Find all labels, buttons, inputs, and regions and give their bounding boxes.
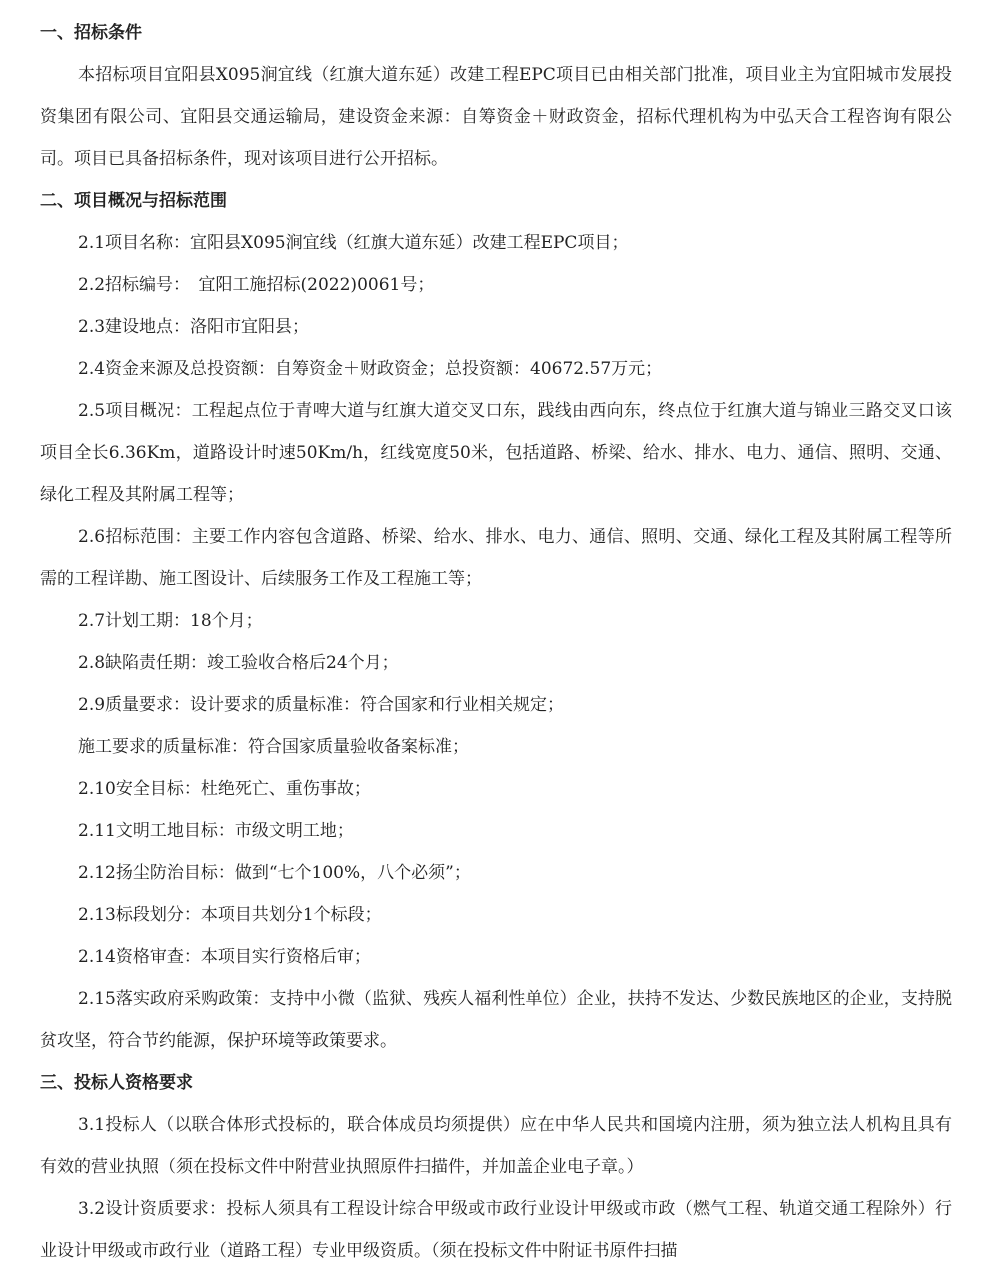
item-3-1: 3.1投标人（以联合体形式投标的，联合体成员均须提供）应在中华人民共和国境内注册，须为独立法人机构且具有有效的营业执照（须在投标文件中附营业执照原件扫描件，并加盖企业电子章。） xyxy=(40,1115,952,1177)
item-2-9: 2.9质量要求：设计要求的质量标准：符合国家和行业相关规定； xyxy=(78,695,565,715)
section-1-paragraph: 本招标项目宜阳县X095涧宜线（红旗大道东延）改建工程EPC项目已由相关部门批准，项目业主为宜阳城市发展投资集团有限公司、宜阳县交通运输局，建设资金来源：自筹资金＋财政资金，招标代理机构为中弘天合工程咨询有限公司。项目已具备招标条件，现对该项目进行公开招标。 xyxy=(40,65,952,169)
item-2-10: 2.10安全目标：杜绝死亡、重伤事故； xyxy=(78,779,371,799)
item-2-5: 2.5项目概况：工程起点位于青啤大道与红旗大道交叉口东，践线由西向东，终点位于红旗大道与锦业三路交叉口该项目全长6.36Km，道路设计时速50Km/h，红线宽度50米，包括道路、桥梁、给水、排水、电力、通信、照明、交通、绿化工程及其附属工程等； xyxy=(40,401,952,505)
item-2-8: 2.8缺陷责任期：竣工验收合格后24个月； xyxy=(78,653,399,673)
item-3-2: 3.2设计资质要求：投标人须具有工程设计综合甲级或市政行业设计甲级或市政（燃气工程、轨道交通工程除外）行业设计甲级或市政行业（道路工程）专业甲级资质。（须在投标文件中附证书原件扫描 xyxy=(40,1199,952,1261)
section-heading-1: 一、招标条件 xyxy=(40,23,142,43)
item-2-3: 2.3建设地点：洛阳市宜阳县； xyxy=(78,317,310,337)
item-2-2: 2.2招标编号： 宜阳工施招标(2022)0061号； xyxy=(78,275,435,295)
item-2-1: 2.1项目名称：宜阳县X095涧宜线（红旗大道东延）改建工程EPC项目； xyxy=(78,233,629,253)
section-heading-3: 三、投标人资格要求 xyxy=(40,1073,193,1093)
item-2-7: 2.7计划工期：18个月； xyxy=(78,611,263,631)
item-2-4: 2.4资金来源及总投资额：自筹资金＋财政资金；总投资额：40672.57万元； xyxy=(78,359,663,379)
document-body xyxy=(40,12,952,1272)
item-2-13: 2.13标段划分：本项目共划分1个标段； xyxy=(78,905,382,925)
section-heading-2: 二、项目概况与招标范围 xyxy=(40,191,227,211)
item-2-9-construction: 施工要求的质量标准：符合国家质量验收备案标准； xyxy=(78,737,469,757)
item-2-6: 2.6招标范围：主要工作内容包含道路、桥梁、给水、排水、电力、通信、照明、交通、绿化工程及其附属工程等所需的工程详勘、施工图设计、后续服务工作及工程施工等； xyxy=(40,527,952,589)
item-2-15: 2.15落实政府采购政策：支持中小微（监狱、残疾人福利性单位）企业，扶持不发达、少数民族地区的企业，支持脱贫攻坚，符合节约能源，保护环境等政策要求。 xyxy=(40,989,952,1051)
item-2-12: 2.12扬尘防治目标：做到“七个100%，八个必须”； xyxy=(78,863,471,883)
item-2-11: 2.11文明工地目标：市级文明工地； xyxy=(78,821,354,841)
item-2-14: 2.14资格审查：本项目实行资格后审； xyxy=(78,947,371,967)
